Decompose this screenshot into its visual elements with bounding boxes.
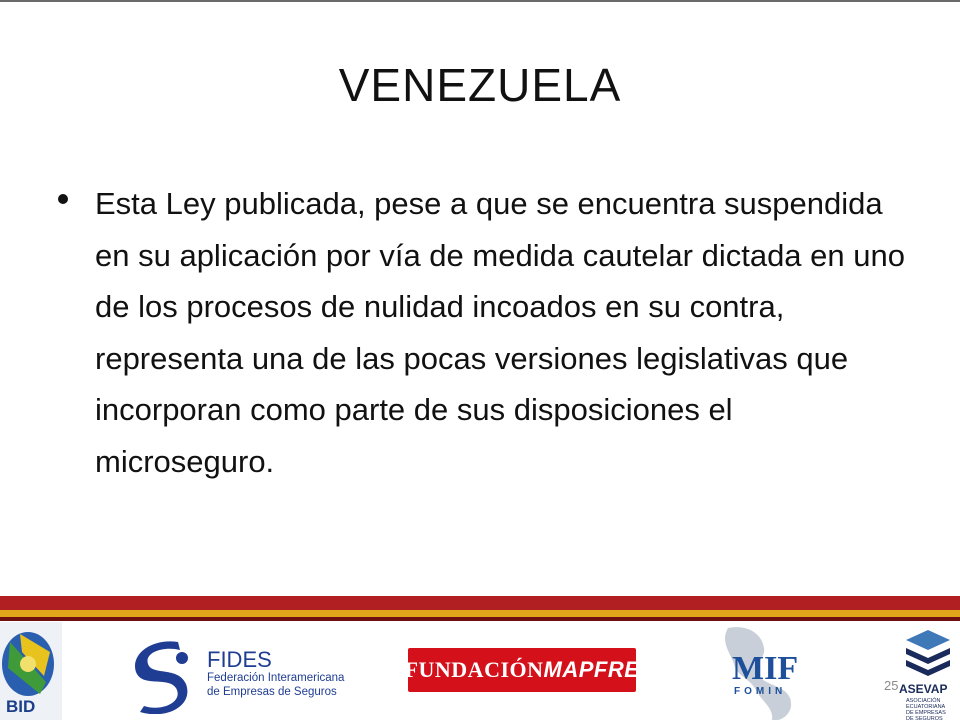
fides-logo-icon: [122, 636, 202, 714]
mapfre-logo-text-a: FUNDACIÓN: [404, 657, 544, 682]
mapfre-logo-text-b: MAPFRE: [543, 657, 640, 682]
mif-logo-subtitle: FOMIN: [734, 686, 787, 697]
fides-logo-name: FIDES: [207, 647, 272, 672]
bullet-text: Esta Ley publicada, pese a que se encuentra suspendida en su aplicación por vía de medida cautelar dictada en uno de los procesos de nulidad incoados en su contra, representa una de las pocas versiones legislativas que incorporan como parte de sus disposiciones el microseguro.: [95, 186, 905, 479]
fides-logo-subtitle-line1: Federación Interamericana: [207, 672, 345, 684]
mif-logo-text: MIF: [732, 650, 799, 687]
fundacion-mapfre-logo: [404, 648, 640, 692]
bullet-point-icon: [58, 194, 68, 204]
fides-logo-subtitle-line2: de Empresas de Seguros: [207, 686, 337, 698]
top-rule: [0, 0, 960, 2]
footer-band-red: [0, 596, 960, 610]
bid-logo-text: BID: [6, 697, 36, 716]
asevap-logo-subtitle: ASOCIACIÓN ECUATORIANA DE EMPRESAS DE SEGUROS: [906, 698, 946, 722]
asevap-logo-icon: [900, 628, 956, 680]
page-number: 25: [884, 678, 899, 693]
footer-band-gold: [0, 610, 960, 617]
footer-band-dark: [0, 617, 960, 621]
slide-title: VENEZUELA: [338, 59, 622, 111]
asevap-logo-text: ASEVAP: [899, 682, 948, 696]
